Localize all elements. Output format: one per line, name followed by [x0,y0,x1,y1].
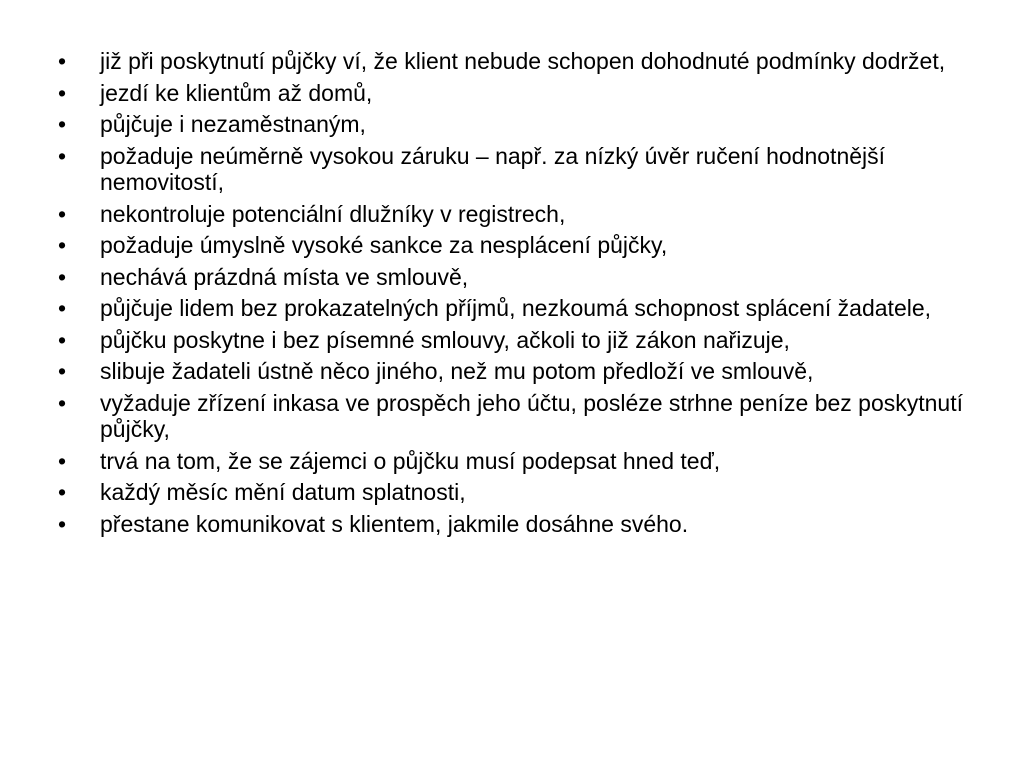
list-item-text: nechává prázdná místa ve smlouvě, [100,263,469,290]
list-item-text: půjčuje lidem bez prokazatelných příjmů, nezkoumá schopnost splácení žadatele, [100,295,932,321]
list-item [58,48,978,75]
list-item [58,511,978,538]
list-item [58,111,978,138]
bullet-icon: • [58,295,67,321]
bullet-icon: • [58,232,67,258]
list-item-text: půjčuje i nezaměstnaným, [100,111,366,137]
bullet-icon: • [58,263,67,290]
bullet-icon: • [58,447,67,474]
list-item-text: jezdí ke klientům až domů, [100,79,373,106]
bullet-icon: • [58,111,67,137]
list-item-text: nekontroluje potenciální dlužníky v registrech, [100,200,566,227]
list-item [58,295,978,322]
list-item [58,390,978,443]
bullet-icon: • [58,479,67,505]
list-item [58,201,978,228]
list-item [58,358,978,385]
list-item [58,143,978,196]
bullet-icon: • [58,200,67,227]
bullet-icon: • [58,142,67,169]
list-item-text: vyžaduje zřízení inkasa ve prospěch jeho účtu, posléze strhne peníze bez poskytnutí půjčky, [100,389,964,442]
list-item-text: požaduje neúměrně vysokou záruku – např. za nízký úvěr ručení hodnotnější nemovitostí, [100,142,886,195]
list-item [58,448,978,475]
bullet-icon: • [58,358,67,384]
bullet-icon: • [58,389,67,416]
list-item [58,80,978,107]
list-item [58,479,978,506]
list-item-text: přestane komunikovat s klientem, jakmile dosáhne svého. [100,510,689,537]
bullet-icon: • [58,326,67,353]
list-item [58,264,978,291]
list-item-text: půjčku poskytne i bez písemné smlouvy, ačkoli to již zákon nařizuje, [100,326,790,353]
list-item-text: každý měsíc mění datum splatnosti, [100,479,466,505]
bullet-icon: • [58,79,67,106]
bullet-list [58,48,978,542]
list-item [58,232,978,259]
list-item [58,327,978,354]
list-item-text: již při poskytnutí půjčky ví, že klient nebude schopen dohodnuté podmínky dodržet, [100,48,946,74]
bullet-icon: • [58,510,67,537]
list-item-text: požaduje úmyslně vysoké sankce za nesplácení půjčky, [100,232,668,258]
bullet-icon: • [58,48,67,74]
list-item-text: trvá na tom, že se zájemci o půjčku musí podepsat hned teď, [100,447,721,474]
list-item-text: slibuje žadateli ústně něco jiného, než mu potom předloží ve smlouvě, [100,358,814,384]
